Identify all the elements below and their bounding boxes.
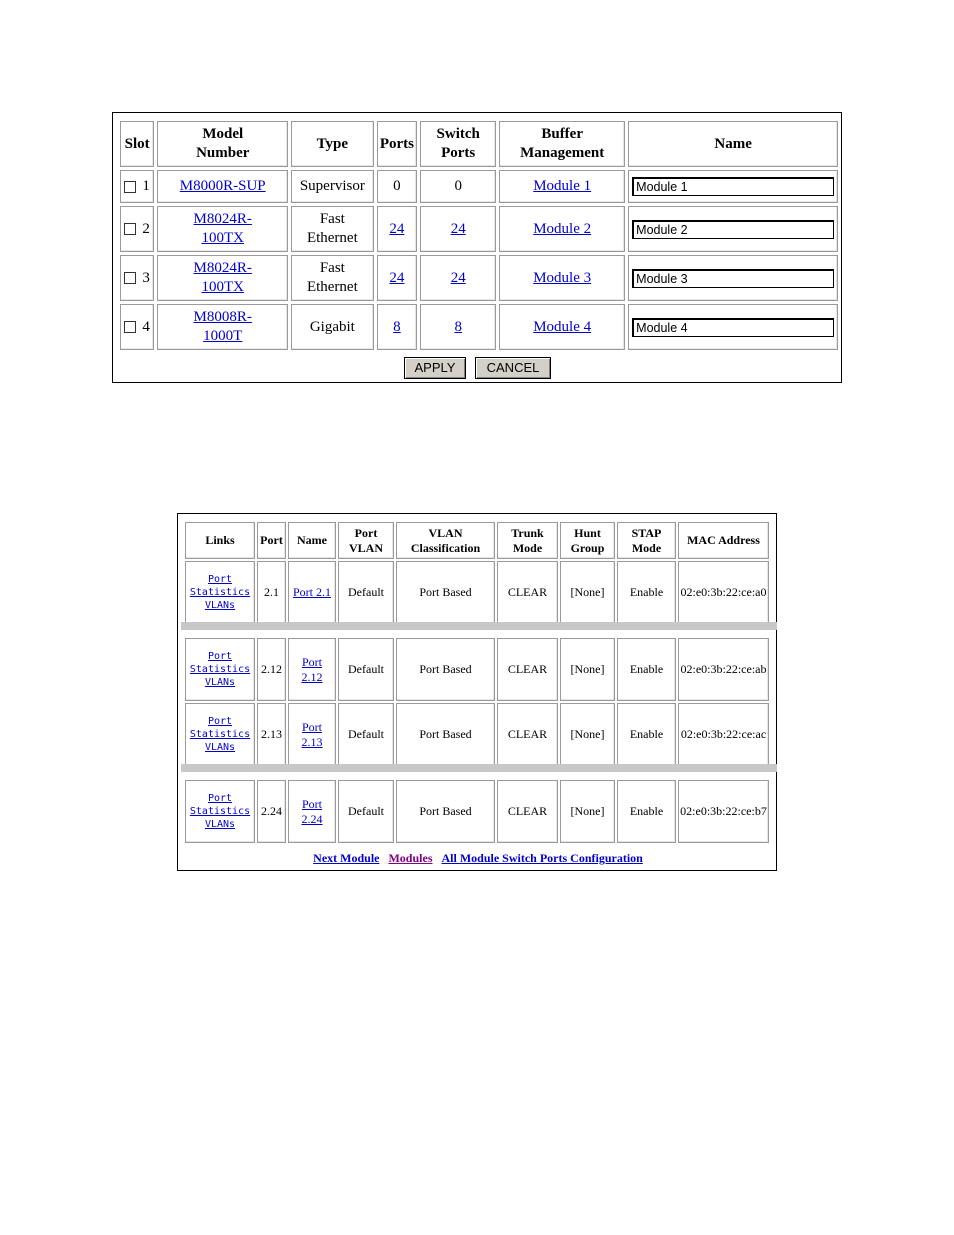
ports-cell	[377, 255, 418, 301]
module-name-input[interactable]: Module 4	[632, 318, 834, 337]
name-cell	[628, 255, 838, 301]
apply-button[interactable]: APPLY	[404, 357, 466, 379]
port-link[interactable]: Port	[207, 716, 233, 727]
links-cell	[185, 703, 255, 766]
switch-ports-table	[183, 520, 771, 845]
header-ports: Ports	[377, 121, 418, 167]
module-row	[120, 255, 838, 301]
model-link[interactable]: M8024R- 100TX	[193, 260, 252, 295]
statistics-link[interactable]: Statistics	[189, 587, 251, 598]
port-cell: 2.12	[257, 638, 286, 701]
trunk-mode-cell: CLEAR	[497, 638, 558, 701]
slot-checkbox[interactable]	[124, 223, 136, 235]
port-vlan-cell: Default	[338, 561, 394, 624]
mac-address-cell: 02:e0:3b:22:ce:ac	[678, 703, 769, 766]
model-link[interactable]: M8008R- 1000T	[193, 309, 252, 344]
stap-mode-cell: Enable	[617, 703, 676, 766]
module-name-input[interactable]: Module 1	[632, 177, 834, 196]
type-cell: Supervisor	[291, 170, 373, 203]
header-port: Port	[257, 522, 286, 559]
buffer-management-link[interactable]: Module 1	[533, 178, 592, 194]
slot-cell: 2	[120, 206, 154, 252]
port-cell: 2.1	[257, 561, 286, 624]
vlan-classification-cell: Port Based	[396, 780, 495, 843]
switch-ports-cell	[420, 206, 496, 252]
header-vlan-classification: VLAN Classification	[396, 522, 495, 559]
vlan-classification-cell: Port Based	[396, 703, 495, 766]
trunk-mode-cell: CLEAR	[497, 561, 558, 624]
header-model-number: Model Number	[157, 121, 288, 167]
model-link[interactable]: M8024R- 100TX	[193, 211, 252, 246]
buffer-cell	[499, 170, 625, 203]
name-cell	[628, 304, 838, 350]
port-cell: 2.13	[257, 703, 286, 766]
vlans-link[interactable]: VLANs	[204, 742, 236, 753]
switch-ports-cell	[420, 255, 496, 301]
port-row	[185, 780, 769, 843]
buffer-cell	[499, 206, 625, 252]
mac-address-cell: 02:e0:3b:22:ce:b7	[678, 780, 769, 843]
trunk-mode-cell: CLEAR	[497, 780, 558, 843]
name-cell	[288, 780, 336, 843]
module-config-panel	[112, 112, 842, 383]
switch-ports-panel	[177, 513, 777, 871]
buffer-cell	[499, 255, 625, 301]
cancel-button[interactable]: CANCEL	[475, 357, 551, 379]
port-vlan-cell: Default	[338, 703, 394, 766]
module-table	[117, 118, 841, 353]
mac-address-cell: 02:e0:3b:22:ce:a0	[678, 561, 769, 624]
header-name: Name	[288, 522, 336, 559]
vlans-link[interactable]: VLANs	[204, 677, 236, 688]
mac-address-cell: 02:e0:3b:22:ce:ab	[678, 638, 769, 701]
stap-mode-cell: Enable	[617, 561, 676, 624]
module-row	[120, 304, 838, 350]
port-link[interactable]: Port	[207, 793, 233, 804]
header-mac-address: MAC Address	[678, 522, 769, 559]
next-module-link[interactable]: Next Module	[313, 851, 380, 865]
port-row	[185, 703, 769, 766]
switch-ports-link[interactable]: 8	[454, 318, 462, 335]
statistics-link[interactable]: Statistics	[189, 729, 251, 740]
port-name-link[interactable]: Port 2.12	[301, 654, 323, 684]
hunt-group-cell: [None]	[560, 561, 615, 624]
model-cell	[157, 255, 288, 301]
name-cell	[288, 561, 336, 624]
ports-link[interactable]: 24	[389, 220, 405, 237]
ports-cell	[377, 206, 418, 252]
ports-link[interactable]: 8	[393, 318, 401, 335]
port-name-link[interactable]: Port 2.1	[292, 585, 331, 599]
type-cell: Gigabit	[291, 304, 373, 350]
header-name: Name	[628, 121, 838, 167]
name-cell	[288, 638, 336, 701]
links-cell	[185, 638, 255, 701]
buffer-management-link[interactable]: Module 4	[533, 318, 592, 335]
header-switch-ports: Switch Ports	[420, 121, 496, 167]
port-link[interactable]: Port	[207, 574, 233, 585]
links-cell	[185, 561, 255, 624]
header-trunk-mode: Trunk Mode	[497, 522, 558, 559]
hunt-group-cell: [None]	[560, 638, 615, 701]
name-cell	[628, 206, 838, 252]
port-name-link[interactable]: Port 2.24	[301, 796, 323, 826]
port-vlan-cell: Default	[338, 638, 394, 701]
module-row	[120, 170, 838, 203]
port-name-link[interactable]: Port 2.13	[301, 719, 323, 749]
port-cell: 2.24	[257, 780, 286, 843]
module-name-input[interactable]: Module 3	[632, 269, 834, 288]
header-port-vlan: Port VLAN	[338, 522, 394, 559]
links-cell	[185, 780, 255, 843]
ports-cell: 0	[377, 170, 418, 203]
module-table-header	[120, 121, 838, 167]
slot-cell: 3	[120, 255, 154, 301]
type-cell: Fast Ethernet	[291, 255, 373, 301]
slot-cell: 4	[120, 304, 154, 350]
ports-link[interactable]: 24	[389, 269, 405, 286]
hunt-group-cell: [None]	[560, 703, 615, 766]
ports-table-header	[185, 522, 769, 559]
header-stap-mode: STAP Mode	[617, 522, 676, 559]
switch-ports-link[interactable]: 24	[450, 269, 466, 286]
modules-link[interactable]: Modules	[388, 851, 433, 865]
vlans-link[interactable]: VLANs	[204, 600, 236, 611]
ports-cell	[377, 304, 418, 350]
header-hunt-group: Hunt Group	[560, 522, 615, 559]
model-cell	[157, 170, 288, 203]
slot-cell: 1	[120, 170, 154, 203]
header-buffer-management: Buffer Management	[499, 121, 625, 167]
port-row	[185, 638, 769, 701]
name-cell	[628, 170, 838, 203]
buffer-management-link[interactable]: Module 2	[533, 220, 592, 237]
slot-checkbox[interactable]	[124, 272, 136, 284]
vlans-link[interactable]: VLANs	[204, 819, 236, 830]
slot-checkbox[interactable]	[124, 181, 136, 193]
switch-ports-cell	[420, 304, 496, 350]
collapsed-rows-separator	[181, 764, 777, 772]
module-row	[120, 206, 838, 252]
vlan-classification-cell: Port Based	[396, 638, 495, 701]
statistics-link[interactable]: Statistics	[189, 664, 251, 675]
model-cell	[157, 206, 288, 252]
collapsed-rows-separator	[181, 622, 777, 630]
slot-checkbox[interactable]	[124, 321, 136, 333]
switch-ports-cell: 0	[420, 170, 496, 203]
buffer-management-link[interactable]: Module 3	[533, 269, 592, 286]
stap-mode-cell: Enable	[617, 638, 676, 701]
stap-mode-cell: Enable	[617, 780, 676, 843]
name-cell	[288, 703, 336, 766]
model-link[interactable]: M8000R-SUP	[179, 178, 266, 194]
switch-ports-link[interactable]: 24	[450, 220, 466, 237]
model-cell	[157, 304, 288, 350]
port-row	[185, 561, 769, 624]
hunt-group-cell: [None]	[560, 780, 615, 843]
header-type: Type	[291, 121, 373, 167]
trunk-mode-cell: CLEAR	[497, 703, 558, 766]
header-links: Links	[185, 522, 255, 559]
vlan-classification-cell: Port Based	[396, 561, 495, 624]
all-module-switch-ports-config-link[interactable]: All Module Switch Ports Configuration	[441, 851, 643, 865]
type-cell: Fast Ethernet	[291, 206, 373, 252]
port-vlan-cell: Default	[338, 780, 394, 843]
ports-footer-nav	[178, 851, 778, 866]
module-name-input[interactable]: Module 2	[632, 220, 834, 239]
port-link[interactable]: Port	[207, 651, 233, 662]
header-slot: Slot	[120, 121, 154, 167]
statistics-link[interactable]: Statistics	[189, 806, 251, 817]
buffer-cell	[499, 304, 625, 350]
